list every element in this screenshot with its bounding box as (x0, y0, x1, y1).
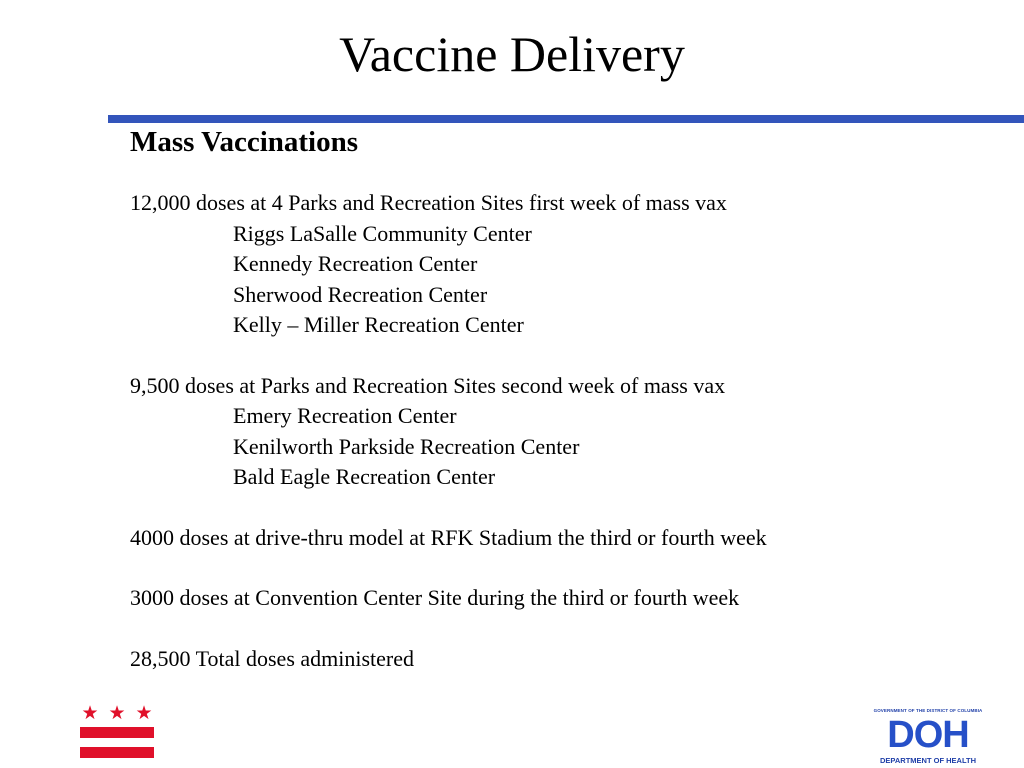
dose-group-total (130, 644, 990, 675)
dose-summary: 9,500 doses at Parks and Recreation Sites second week of mass vax (130, 372, 726, 398)
flag-bar (80, 747, 154, 758)
dose-group-week-1 (130, 188, 990, 341)
logo-bottom-text: DEPARTMENT OF HEALTH (880, 756, 976, 765)
dose-group-rfk (130, 523, 990, 554)
doh-logo-icon (872, 708, 984, 766)
site-item: Emery Recreation Center (233, 403, 457, 428)
site-item: Kennedy Recreation Center (233, 251, 478, 276)
star-icon: ★ (108, 702, 126, 724)
flag-bar (80, 727, 154, 738)
logo-top-text: GOVERNMENT OF THE DISTRICT OF COLUMBIA (873, 708, 983, 713)
slide-content (130, 124, 990, 674)
dose-summary: 3000 doses at Convention Center Site during the third or fourth week (130, 585, 740, 610)
dose-total: 28,500 Total doses administered (130, 645, 415, 671)
title-rule (108, 115, 1024, 123)
site-item: Bald Eagle Recreation Center (233, 464, 496, 489)
logo-letters: DOH (887, 714, 969, 756)
flag-stars (80, 703, 154, 723)
dose-group-convention (130, 583, 990, 614)
dc-flag-icon (80, 703, 154, 763)
site-item: Kelly – Miller Recreation Center (233, 312, 524, 337)
section-heading: Mass Vaccinations (130, 126, 359, 158)
star-icon: ★ (135, 702, 153, 724)
site-item: Sherwood Recreation Center (233, 281, 488, 307)
site-item: Riggs LaSalle Community Center (233, 220, 532, 246)
dose-summary: 12,000 doses at 4 Parks and Recreation Sites first week of mass vax (130, 190, 727, 215)
star-icon: ★ (81, 702, 99, 724)
dose-group-week-2 (130, 371, 990, 493)
dose-summary: 4000 doses at drive-thru model at RFK Stadium the third or fourth week (130, 524, 767, 550)
site-item: Kenilworth Parkside Recreation Center (233, 433, 580, 459)
slide-title: Vaccine Delivery (339, 26, 685, 82)
